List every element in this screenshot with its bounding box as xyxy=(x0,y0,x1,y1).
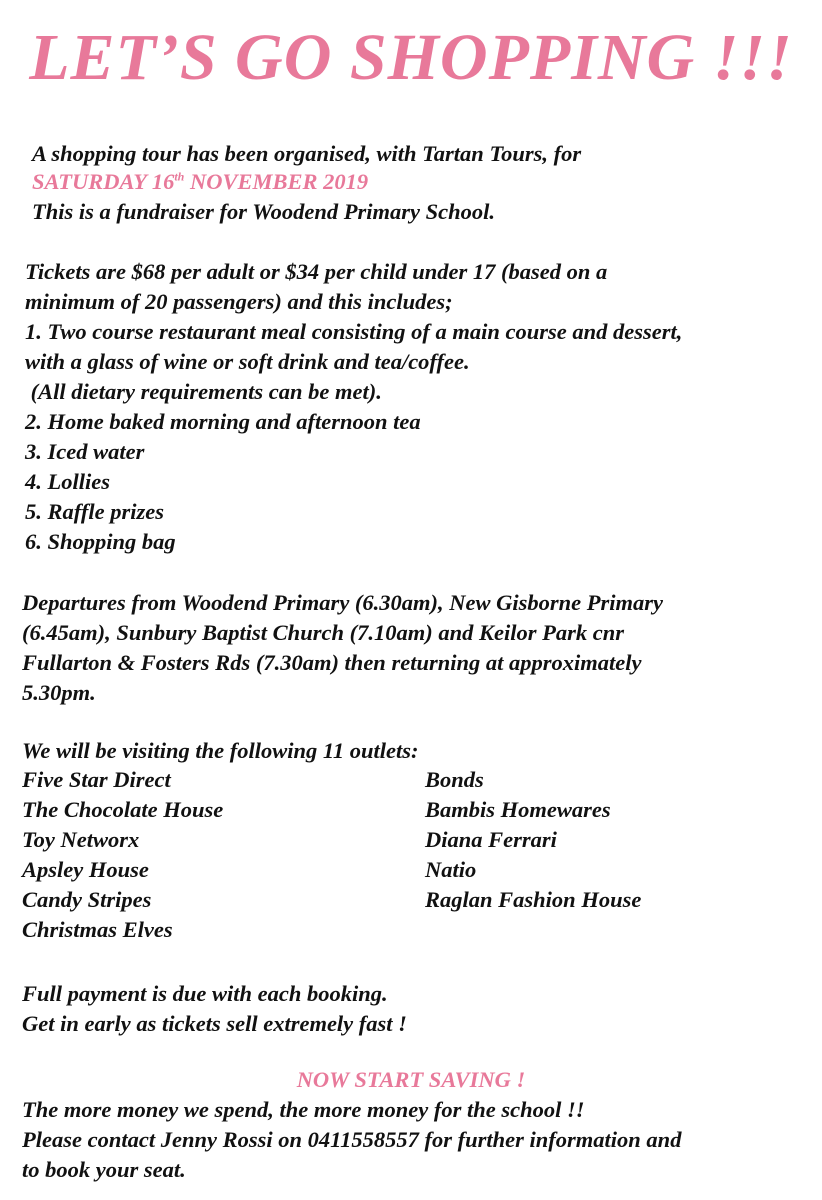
outlet-item: The Chocolate House xyxy=(22,797,224,822)
contact-line: Please contact Jenny Rossi on 0411558557 for further information and xyxy=(22,1127,682,1152)
outlet-item: Candy Stripes xyxy=(22,887,152,912)
includes-item: 6. Shopping bag xyxy=(25,529,176,554)
event-date-ordinal: th xyxy=(174,169,185,184)
outlet-item: Toy Networx xyxy=(22,827,140,852)
departures-line: (6.45am), Sunbury Baptist Church (7.10am) and Keilor Park cnr xyxy=(22,620,624,645)
departures-line: Fullarton & Fosters Rds (7.30am) then returning at approximately xyxy=(22,650,642,675)
event-date-month-year: NOVEMBER 2019 xyxy=(184,169,369,194)
includes-item: 1. Two course restaurant meal consisting of a main course and dessert, xyxy=(25,319,683,344)
outlets-heading: We will be visiting the following 11 outlets: xyxy=(22,738,419,763)
outlet-item: Diana Ferrari xyxy=(425,827,557,852)
includes-item: with a glass of wine or soft drink and tea/coffee. xyxy=(25,349,470,374)
fundraiser-line: This is a fundraiser for Woodend Primary School. xyxy=(32,199,495,224)
event-date xyxy=(32,168,368,196)
outlet-item: Natio xyxy=(425,857,477,882)
departures-line: Departures from Woodend Primary (6.30am), New Gisborne Primary xyxy=(22,590,664,615)
includes-item: 4. Lollies xyxy=(25,469,110,494)
departures-line: 5.30pm. xyxy=(22,680,96,705)
tickets-line: minimum of 20 passengers) and this includes; xyxy=(25,289,453,314)
outlet-item: Bonds xyxy=(425,767,484,792)
payment-line: Full payment is due with each booking. xyxy=(22,981,388,1006)
includes-item: 5. Raffle prizes xyxy=(25,499,164,524)
includes-item: (All dietary requirements can be met). xyxy=(25,379,382,404)
closing-line: The more money we spend, the more money for the school !! xyxy=(22,1097,585,1122)
payment-line: Get in early as tickets sell extremely fast ! xyxy=(22,1011,407,1036)
outlet-item: Raglan Fashion House xyxy=(425,887,642,912)
outlet-item: Five Star Direct xyxy=(22,767,171,792)
outlet-item: Apsley House xyxy=(22,857,149,882)
outlet-item: Bambis Homewares xyxy=(425,797,611,822)
intro-line: A shopping tour has been organised, with Tartan Tours, for xyxy=(32,141,582,166)
flyer-title: LET’S GO SHOPPING !!! xyxy=(29,21,793,94)
save-highlight: NOW START SAVING ! xyxy=(296,1067,526,1092)
includes-item: 3. Iced water xyxy=(25,439,145,464)
contact-line: to book your seat. xyxy=(22,1157,186,1182)
event-date-day: SATURDAY 16 xyxy=(32,169,175,194)
outlet-item: Christmas Elves xyxy=(22,917,173,942)
tickets-line: Tickets are $68 per adult or $34 per child under 17 (based on a xyxy=(25,259,608,284)
includes-item: 2. Home baked morning and afternoon tea xyxy=(25,409,421,434)
